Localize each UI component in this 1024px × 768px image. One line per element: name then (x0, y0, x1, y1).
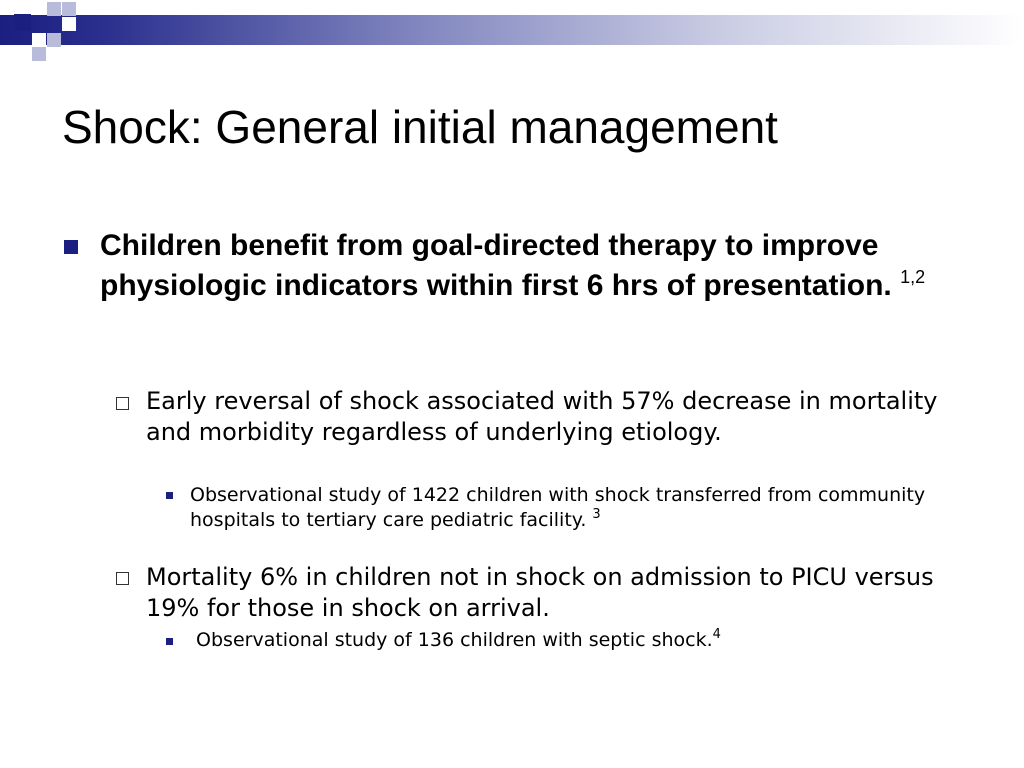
main-point-text: Children benefit from goal-directed therapy to improve physiologic indicators within first 6 hrs of presentation. (100, 229, 892, 302)
hollow-square-bullet-icon (116, 397, 129, 410)
decorative-square (32, 33, 46, 47)
decorative-square (47, 2, 61, 16)
sub-point: Mortality 6% in children not in shock on admission to PICU versus 19% for those in shock on arrival. (146, 563, 934, 622)
detail-point-text: Observational study of 136 children with septic shock. (190, 629, 713, 651)
detail-point (190, 628, 960, 653)
detail-point-refs: 3 (592, 507, 601, 522)
decorative-square (32, 47, 46, 61)
detail-point-text: Observational study of 1422 children with shock transferred from community hospitals to tertiary care pediatric facility. (190, 484, 926, 531)
decorative-square (62, 2, 76, 16)
slide-title: Shock: General initial management (62, 101, 778, 153)
hollow-square-bullet-icon (116, 572, 129, 585)
small-square-bullet-icon (166, 492, 173, 499)
decorative-square (47, 33, 61, 47)
decorative-square (62, 17, 76, 31)
main-point-refs: 1,2 (900, 267, 926, 287)
sub-point: Early reversal of shock associated with 57% decrease in mortality and morbidity regardless of underlying etiology. (146, 387, 938, 446)
small-square-bullet-icon (166, 638, 173, 645)
decorative-square (30, 0, 44, 14)
header-gradient-band (0, 15, 1024, 45)
decorative-square (14, 14, 31, 31)
main-point (100, 226, 980, 306)
square-bullet-icon (64, 240, 78, 254)
detail-point-refs: 4 (712, 627, 721, 642)
detail-point (190, 483, 960, 533)
